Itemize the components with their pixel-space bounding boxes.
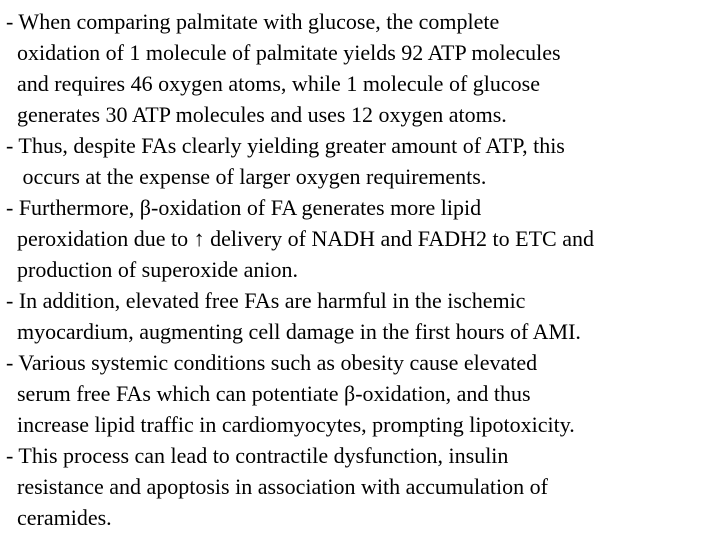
slide-body — [6, 6, 716, 533]
bullet-line: peroxidation due to ↑ delivery of NADH and FADH2 to ETC and — [6, 226, 594, 251]
bullet-line: ceramides. — [6, 505, 112, 530]
bullet-line: myocardium, augmenting cell damage in the first hours of AMI. — [6, 319, 581, 344]
bullet-line: resistance and apoptosis in association with accumulation of — [6, 474, 548, 499]
bullet-line: - Furthermore, β-oxidation of FA generates more lipid — [6, 195, 482, 220]
bullet-line: - Various systemic conditions such as obesity cause elevated — [6, 350, 538, 375]
bullet-line: - When comparing palmitate with glucose, the complete — [6, 9, 500, 34]
bullet-item — [6, 440, 716, 533]
bullet-item — [6, 130, 716, 192]
bullet-line: - Thus, despite FAs clearly yielding greater amount of ATP, this — [6, 133, 565, 158]
bullet-line: increase lipid traffic in cardiomyocytes, prompting lipotoxicity. — [6, 412, 575, 437]
bullet-line: - This process can lead to contractile dysfunction, insulin — [6, 443, 509, 468]
bullet-item — [6, 6, 716, 130]
bullet-line: production of superoxide anion. — [6, 257, 299, 282]
bullet-item — [6, 285, 716, 347]
bullet-line: - In addition, elevated free FAs are harmful in the ischemic — [6, 288, 526, 313]
bullet-line: and requires 46 oxygen atoms, while 1 molecule of glucose — [6, 71, 540, 96]
bullet-line: serum free FAs which can potentiate β-oxidation, and thus — [6, 381, 531, 406]
bullet-line: generates 30 ATP molecules and uses 12 oxygen atoms. — [6, 102, 507, 127]
bullet-line: occurs at the expense of larger oxygen requirements. — [6, 164, 487, 189]
bullet-item — [6, 192, 716, 285]
bullet-item — [6, 347, 716, 440]
bullet-line: oxidation of 1 molecule of palmitate yields 92 ATP molecules — [6, 40, 561, 65]
